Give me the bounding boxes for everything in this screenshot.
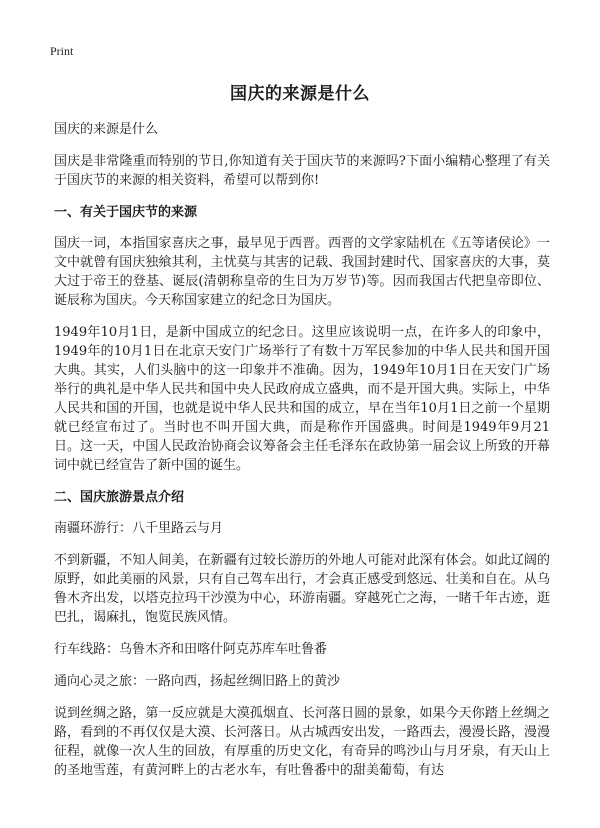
- print-link[interactable]: Print: [50, 44, 74, 58]
- article-body: [54, 120, 550, 793]
- section-heading-travel: 二、国庆旅游景点介绍: [54, 490, 185, 505]
- origin-paragraph-1: 国庆一词，本指国家喜庆之事，最早见于西晋。西晋的文学家陆机在《五等诸侯论》一文中就曾有国庆独飨其利，主忧莫与其害的记载、我国封建时代、国家喜庆的大事，莫大过于帝王的登基、诞辰(清朝称皇帝的生日为万岁节)等。因而我国古代把皇帝即位、诞辰称为国庆。今天称国家建立的纪念日为国庆。: [54, 236, 550, 308]
- route1-title: 南疆环游行：八千里路云与月: [54, 521, 224, 536]
- route1-description: 不到新疆，不知人间美，在新疆有过较长游历的外地人可能对此深有体会。如此辽阔的原野，如此美丽的风景，只有自己驾车出行，才会真正感受到悠远、壮美和自在。从乌鲁木齐出发，以塔克拉玛干沙漠为中心，环游南疆。穿越死亡之海，一睹千年古迹，逛巴扎，谒麻扎，饱览民族风情。: [54, 553, 550, 625]
- origin-paragraph-2: 1949年10月1日，是新中国成立的纪念日。这里应该说明一点，在许多人的印象中，1949年的10月1日在北京天安门广场举行了有数十万军民参加的中华人民共和国开国大典。其实，人们头脑中的这一印象并不准确。因为，1949年10月1日在天安门广场举行的典礼是中华人民共和国中央人民政府成立盛典，而不是开国大典。实际上，中华人民共和国的开国，也就是说中华人民共和国的成立，早在当年10月1日之前一个星期就已经宣布过了。当时也不叫开国大典，而是称作开国盛典。时间是1949年9月21日。这一天，中国人民政治协商会议筹备会主任毛泽东在政协第一届会议上所致的开幕词中就已经宣告了新中国的诞生。: [54, 325, 550, 473]
- section-heading-origin: 一、有关于国庆节的来源: [54, 205, 198, 220]
- page-title: 国庆的来源是什么: [230, 84, 370, 104]
- route2-title: 通向心灵之旅：一路向西，扬起丝绸旧路上的黄沙: [54, 674, 341, 689]
- intro-paragraph: 国庆是非常隆重而特别的节日,你知道有关于国庆节的来源吗?下面小编精心整理了有关于国庆节的来源的相关资料，希望可以帮到你!: [54, 154, 550, 188]
- article-subtitle: 国庆的来源是什么: [54, 122, 159, 137]
- route2-description: 说到丝绸之路，第一反应就是大漠孤烟直、长河落日圆的景象，如果今天你踏上丝绸之路，看到的不再仅仅是大漠、长河落日。从古城西安出发，一路西去，漫漫长路，漫漫征程，就像一次人生的回放，有厚重的历史文化，有奇异的鸣沙山与月牙泉，有天山上的圣地雪莲，有黄河畔上的古老水车，有吐鲁番中的甜美葡萄，有达: [54, 706, 550, 778]
- route1-path: 行车线路：乌鲁木齐和田喀什阿克苏库车吐鲁番: [54, 642, 328, 657]
